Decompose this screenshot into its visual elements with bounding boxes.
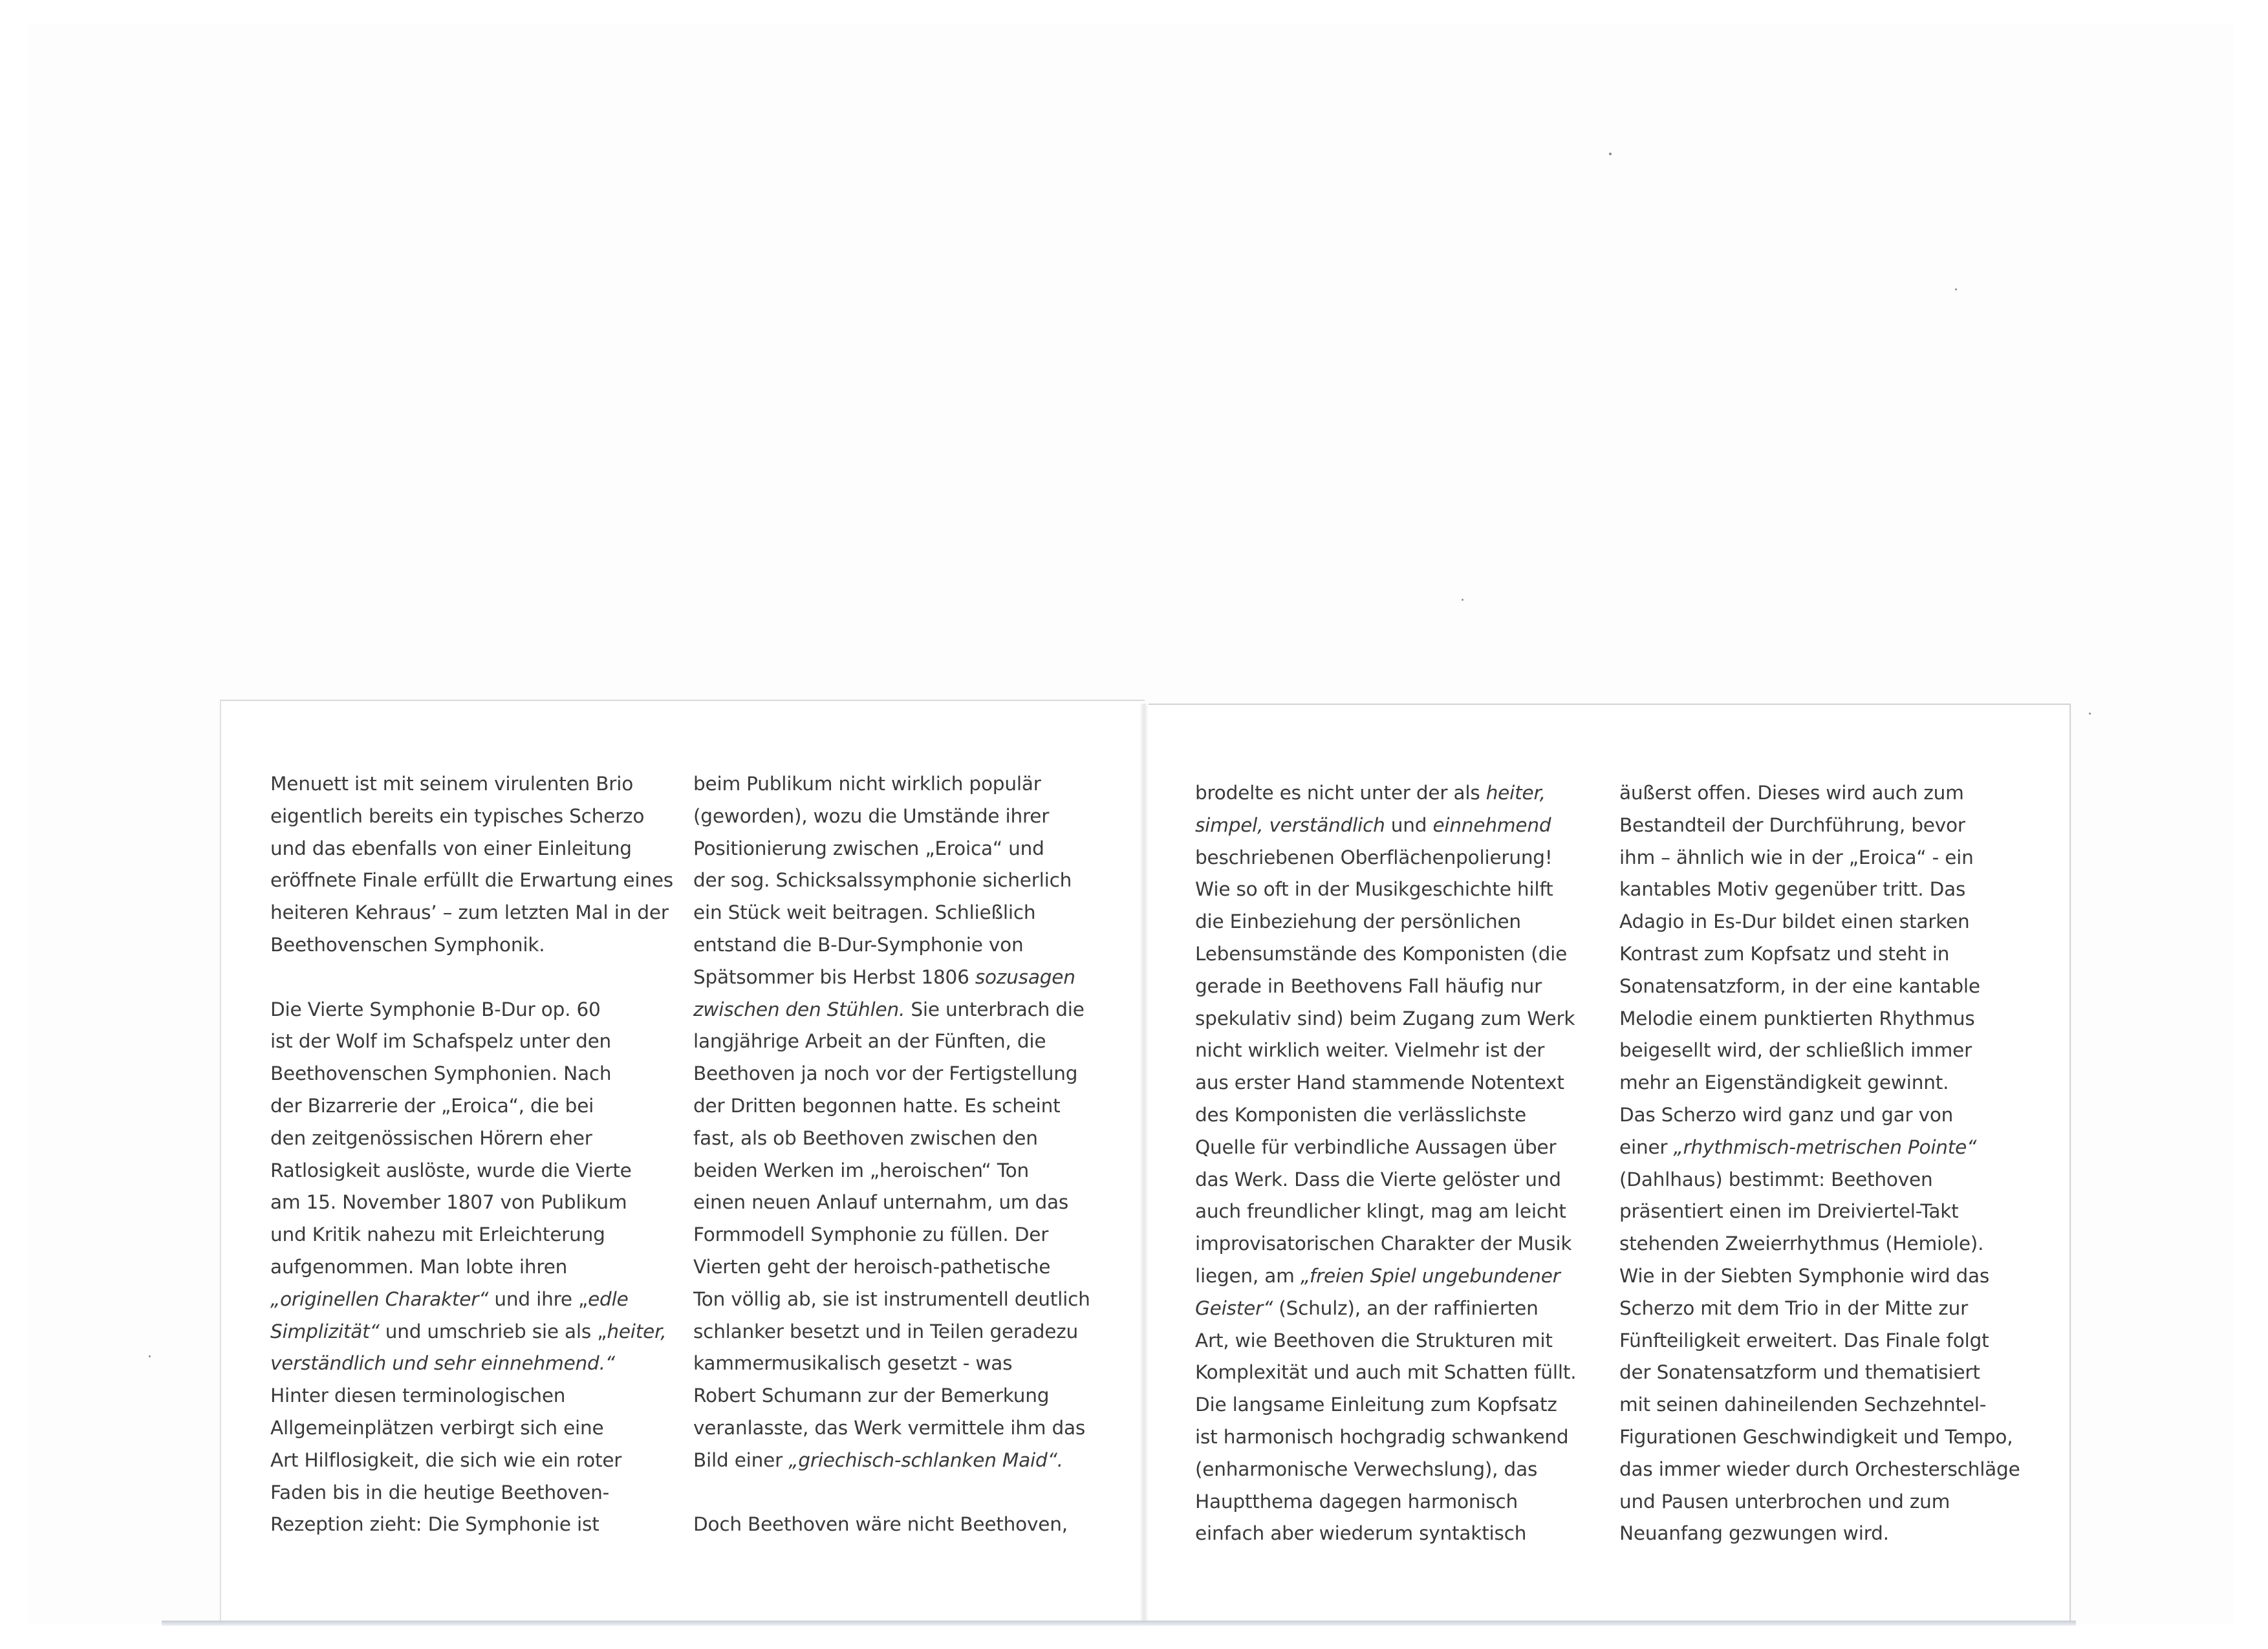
- text-line: [1195, 842, 1609, 874]
- text-line: [693, 1380, 1107, 1412]
- text-run: heiteren Kehraus’ – zum letzten Mal in der: [270, 901, 669, 924]
- text-line: [1619, 1164, 2033, 1196]
- text-line: [1195, 1067, 1609, 1099]
- text-line: [1619, 810, 2033, 842]
- italic-run: heiter,: [1485, 782, 1546, 804]
- text-run: Spätsommer bis Herbst 1806: [693, 965, 975, 988]
- text-run: Allgemeinplätzen verbirgt sich eine: [270, 1416, 604, 1439]
- text-column-1: [270, 768, 684, 1541]
- text-run: ihm – ähnlich wie in der „Eroica“ - ein: [1619, 846, 1974, 868]
- text-line: [1195, 874, 1609, 906]
- text-run: Kontrast zum Kopfsatz und steht in: [1619, 942, 1950, 965]
- text-run: präsentiert einen im Dreiviertel-Takt: [1619, 1200, 1959, 1223]
- text-line: [1619, 1132, 2033, 1164]
- text-run: am 15. November 1807 von Publikum: [270, 1191, 627, 1214]
- text-line: [270, 801, 684, 833]
- text-line: [693, 1445, 1107, 1477]
- text-run: brodelte es nicht unter der als: [1195, 782, 1486, 804]
- text-run: Positionierung zwischen „Eroica“ und: [693, 837, 1044, 859]
- text-run: und umschrieb sie als „: [379, 1320, 607, 1342]
- text-run: liegen, am: [1195, 1264, 1301, 1287]
- italic-run: edle: [588, 1288, 629, 1310]
- text-run: das Werk. Dass die Vierte gelöster und: [1195, 1168, 1561, 1191]
- italic-run: „originellen Charakter“: [270, 1288, 489, 1310]
- text-line: [693, 1316, 1107, 1348]
- text-line: [1619, 1260, 2033, 1293]
- text-run: der Bizarrerie der „Eroica“, die bei: [270, 1094, 594, 1117]
- text-line: [1619, 1454, 2033, 1486]
- text-run: (geworden), wozu die Umstände ihrer: [693, 804, 1050, 827]
- text-line: [270, 1155, 684, 1187]
- text-line: [1195, 1132, 1609, 1164]
- text-line: [270, 994, 684, 1026]
- text-line: [693, 1155, 1107, 1187]
- text-line: [1619, 1486, 2033, 1518]
- text-run: Robert Schumann zur der Bemerkung: [693, 1385, 1050, 1407]
- text-run: einer: [1619, 1136, 1674, 1158]
- text-run: Quelle für verbindliche Aussagen über: [1195, 1136, 1557, 1158]
- text-line: [1195, 1421, 1609, 1454]
- text-line: [693, 801, 1107, 833]
- text-run: und: [1385, 814, 1433, 836]
- text-line: [1195, 1164, 1609, 1196]
- text-run: ist der Wolf im Schafspelz unter den: [270, 1030, 612, 1053]
- text-line: [1619, 971, 2033, 1003]
- italic-run: Simplizität“: [270, 1320, 380, 1342]
- italic-run: Geister“: [1195, 1297, 1273, 1319]
- text-line: [693, 1284, 1107, 1316]
- text-line: [1619, 906, 2033, 938]
- text-line: [1619, 1228, 2033, 1260]
- text-line: [1195, 1035, 1609, 1067]
- text-line: [693, 768, 1107, 801]
- text-line: [270, 1026, 684, 1058]
- text-run: des Komponisten die verlässlichste: [1195, 1103, 1526, 1126]
- text-run: einen neuen Anlauf unternahm, um das: [693, 1191, 1069, 1214]
- text-line: [1619, 1067, 2033, 1099]
- text-run: Beethoven ja noch vor der Fertigstellung: [693, 1062, 1078, 1085]
- text-line: [1195, 1325, 1609, 1357]
- text-line: [1619, 1325, 2033, 1357]
- text-run: Doch Beethoven wäre nicht Beethoven,: [693, 1513, 1068, 1536]
- text-line: [1619, 1421, 2033, 1454]
- text-run: und Kritik nahezu mit Erleichterung: [270, 1223, 605, 1246]
- text-line: [1619, 874, 2033, 906]
- scan-speck: [1955, 288, 1957, 290]
- text-line: [270, 1509, 684, 1541]
- text-run: mehr an Eigenständigkeit gewinnt.: [1619, 1072, 1949, 1094]
- text-line: [270, 1380, 684, 1412]
- text-run: Figurationen Geschwindigkeit und Tempo,: [1619, 1425, 2013, 1448]
- text-run: mit seinen dahineilenden Sechzehntel-: [1619, 1394, 1987, 1416]
- text-run: kammermusikalisch gesetzt - was: [693, 1352, 1013, 1375]
- text-line: [693, 929, 1107, 962]
- text-run: aufgenommen. Man lobte ihren: [270, 1255, 568, 1278]
- paragraph-gap: [270, 962, 684, 994]
- text-line: [270, 865, 684, 897]
- text-line: [1195, 1454, 1609, 1486]
- text-line: [693, 865, 1107, 897]
- text-run: aus erster Hand stammende Notentext: [1195, 1072, 1564, 1094]
- text-line: [1195, 971, 1609, 1003]
- text-line: [1195, 810, 1609, 842]
- text-run: auch freundlicher klingt, mag am leicht: [1195, 1200, 1566, 1223]
- text-line: [270, 1348, 684, 1380]
- text-run: und ihre „: [488, 1288, 589, 1310]
- text-run: entstand die B-Dur-Symphonie von: [693, 933, 1024, 956]
- text-run: Bestandteil der Durchführung, bevor: [1619, 814, 1965, 836]
- text-line: [1195, 1357, 1609, 1389]
- text-line: [1195, 1293, 1609, 1325]
- text-line: [693, 962, 1107, 994]
- text-run: fast, als ob Beethoven zwischen den: [693, 1126, 1038, 1149]
- text-line: [693, 897, 1107, 929]
- text-column-3: [1195, 777, 1609, 1550]
- text-run: und das ebenfalls von einer Einleitung: [270, 837, 632, 859]
- text-line: [1619, 1293, 2033, 1325]
- text-run: die Einbeziehung der persönlichen: [1195, 911, 1521, 933]
- text-line: [693, 1412, 1107, 1445]
- text-line: [1195, 1486, 1609, 1518]
- text-run: Die Vierte Symphonie B-Dur op. 60: [270, 998, 601, 1020]
- text-run: der sog. Schicksalssymphonie sicherlich: [693, 869, 1072, 892]
- text-run: Bild einer: [693, 1449, 789, 1471]
- text-run: kantables Motiv gegenüber tritt. Das: [1619, 878, 1966, 901]
- text-line: [1195, 1003, 1609, 1035]
- text-column-2: [693, 768, 1107, 1541]
- text-run: nicht wirklich weiter. Vielmehr ist der: [1195, 1039, 1545, 1062]
- text-run: (enharmonische Verwechslung), das: [1195, 1458, 1538, 1480]
- italic-run: heiter,: [607, 1320, 667, 1342]
- italic-run: „freien Spiel ungebundener: [1300, 1264, 1561, 1287]
- text-line: [1619, 842, 2033, 874]
- text-line: [1619, 1518, 2033, 1550]
- text-line: [270, 1316, 684, 1348]
- text-run: Komplexität und auch mit Schatten füllt.: [1195, 1361, 1577, 1384]
- text-line: [1619, 1035, 2033, 1067]
- text-line: [270, 1058, 684, 1090]
- text-run: spekulativ sind) beim Zugang zum Werk: [1195, 1007, 1575, 1029]
- text-line: [693, 1509, 1107, 1541]
- text-run: (Dahlhaus) bestimmt: Beethoven: [1619, 1168, 1933, 1191]
- text-run: Fünfteiligkeit erweitert. Das Finale folgt: [1619, 1329, 1989, 1352]
- text-line: [1195, 1389, 1609, 1421]
- text-run: das immer wieder durch Orchesterschläge: [1619, 1458, 2020, 1480]
- text-run: Lebensumstände des Komponisten (die: [1195, 942, 1568, 965]
- text-run: äußerst offen. Dieses wird auch zum: [1619, 782, 1964, 804]
- text-run: improvisatorischen Charakter der Musik: [1195, 1233, 1572, 1255]
- text-line: [693, 833, 1107, 865]
- text-run: Beethovenschen Symphonien. Nach: [270, 1062, 612, 1085]
- text-line: [1195, 906, 1609, 938]
- text-line: [270, 1445, 684, 1477]
- text-run: Hinter diesen terminologischen: [270, 1385, 566, 1407]
- text-run: Ratlosigkeit auslöste, wurde die Vierte: [270, 1159, 632, 1181]
- booklet-bottom-edge: [162, 1621, 2076, 1626]
- scan-speck: [1609, 153, 1612, 155]
- italic-run: einnehmend: [1432, 814, 1551, 836]
- italic-run: zwischen den Stühlen.: [693, 998, 905, 1020]
- text-run: gerade in Beethovens Fall häufig nur: [1195, 975, 1542, 997]
- text-line: [1195, 1099, 1609, 1132]
- text-column-4: [1619, 777, 2033, 1550]
- scan-speck: [149, 1355, 151, 1357]
- text-line: [1195, 938, 1609, 971]
- text-run: Wie in der Siebten Symphonie wird das: [1619, 1264, 1990, 1287]
- text-run: ein Stück weit beitragen. Schließlich: [693, 901, 1036, 924]
- text-run: beschriebenen Oberflächenpolierung!: [1195, 846, 1553, 868]
- text-run: Beethovenschen Symphonik.: [270, 933, 545, 956]
- text-line: [1195, 1196, 1609, 1228]
- text-line: [1195, 1228, 1609, 1260]
- text-run: Menuett ist mit seinem virulenten Brio: [270, 773, 634, 795]
- text-run: Sonatensatzform, in der eine kantable: [1619, 975, 1980, 997]
- text-line: [1619, 1003, 2033, 1035]
- text-line: [693, 1187, 1107, 1219]
- text-line: [693, 1348, 1107, 1380]
- text-run: Wie so oft in der Musikgeschichte hilft: [1195, 878, 1553, 901]
- text-run: eigentlich bereits ein typisches Scherzo: [270, 804, 645, 827]
- text-line: [270, 1477, 684, 1509]
- text-line: [1619, 1389, 2033, 1421]
- text-run: langjährige Arbeit an der Fünften, die: [693, 1030, 1046, 1053]
- text-run: Adagio in Es-Dur bildet einen starken: [1619, 911, 1970, 933]
- text-run: der Dritten begonnen hatte. Es scheint: [693, 1094, 1061, 1117]
- text-run: Art, wie Beethoven die Strukturen mit: [1195, 1329, 1553, 1352]
- text-run: Faden bis in die heutige Beethoven-: [270, 1481, 610, 1503]
- text-run: Art Hilflosigkeit, die sich wie ein roter: [270, 1449, 622, 1471]
- text-line: [270, 1187, 684, 1219]
- text-run: beim Publikum nicht wirklich populär: [693, 773, 1041, 795]
- text-line: [693, 1090, 1107, 1123]
- text-run: veranlasste, das Werk vermittele ihm das: [693, 1416, 1086, 1439]
- text-line: [270, 1219, 684, 1251]
- text-line: [270, 1284, 684, 1316]
- text-run: Rezeption zieht: Die Symphonie ist: [270, 1513, 599, 1536]
- text-run: stehenden Zweierrhythmus (Hemiole).: [1619, 1233, 1984, 1255]
- text-line: [1195, 1518, 1609, 1550]
- text-line: [270, 897, 684, 929]
- text-line: [270, 929, 684, 962]
- scan-speck: [2089, 713, 2091, 715]
- text-line: [693, 1026, 1107, 1058]
- text-line: [270, 1123, 684, 1155]
- text-line: [1195, 777, 1609, 810]
- text-line: [693, 1123, 1107, 1155]
- text-run: Ton völlig ab, sie ist instrumentell deutlich: [693, 1288, 1090, 1310]
- text-run: Hauptthema dagegen harmonisch: [1195, 1490, 1518, 1513]
- text-line: [270, 1090, 684, 1123]
- text-run: und Pausen unterbrochen und zum: [1619, 1490, 1950, 1513]
- italic-run: „rhythmisch-metrischen Pointe“: [1673, 1136, 1977, 1158]
- italic-run: simpel, verständlich: [1195, 814, 1385, 836]
- booklet-spine: [1139, 704, 1149, 1622]
- text-line: [693, 1058, 1107, 1090]
- text-line: [1619, 1099, 2033, 1132]
- text-run: den zeitgenössischen Hörern eher: [270, 1126, 592, 1149]
- text-line: [270, 1412, 684, 1445]
- italic-run: „griechisch-schlanken Maid“.: [788, 1449, 1063, 1471]
- text-line: [1619, 1357, 2033, 1389]
- text-run: beigesellt wird, der schließlich immer: [1619, 1039, 1972, 1062]
- text-line: [1619, 938, 2033, 971]
- text-line: [693, 994, 1107, 1026]
- text-run: Neuanfang gezwungen wird.: [1619, 1522, 1889, 1545]
- italic-run: verständlich und sehr einnehmend.“: [270, 1352, 615, 1375]
- text-run: schlanker besetzt und in Teilen geradezu: [693, 1320, 1079, 1342]
- text-line: [693, 1219, 1107, 1251]
- text-run: Sie unterbrach die: [905, 998, 1085, 1020]
- scan-speck: [1462, 599, 1463, 601]
- text-run: Scherzo mit dem Trio in der Mitte zur: [1619, 1297, 1968, 1319]
- text-run: einfach aber wiederum syntaktisch: [1195, 1522, 1527, 1545]
- text-run: Die langsame Einleitung zum Kopfsatz: [1195, 1394, 1557, 1416]
- text-line: [270, 1251, 684, 1284]
- text-line: [1619, 1196, 2033, 1228]
- text-line: [1195, 1260, 1609, 1293]
- text-line: [693, 1251, 1107, 1284]
- text-run: ist harmonisch hochgradig schwankend: [1195, 1425, 1569, 1448]
- text-run: (Schulz), an der raffinierten: [1273, 1297, 1539, 1319]
- paragraph-gap: [693, 1477, 1107, 1509]
- text-line: [270, 833, 684, 865]
- text-run: Das Scherzo wird ganz und gar von: [1619, 1103, 1954, 1126]
- text-line: [270, 768, 684, 801]
- italic-run: sozusagen: [975, 965, 1075, 988]
- text-run: Melodie einem punktierten Rhythmus: [1619, 1007, 1975, 1029]
- text-run: Formmodell Symphonie zu füllen. Der: [693, 1223, 1049, 1246]
- text-line: [1619, 777, 2033, 810]
- text-run: eröffnete Finale erfüllt die Erwartung eines: [270, 869, 673, 892]
- text-run: der Sonatensatzform und thematisiert: [1619, 1361, 1980, 1384]
- text-run: Vierten geht der heroisch-pathetische: [693, 1255, 1051, 1278]
- text-run: beiden Werken im „heroischen“ Ton: [693, 1159, 1029, 1181]
